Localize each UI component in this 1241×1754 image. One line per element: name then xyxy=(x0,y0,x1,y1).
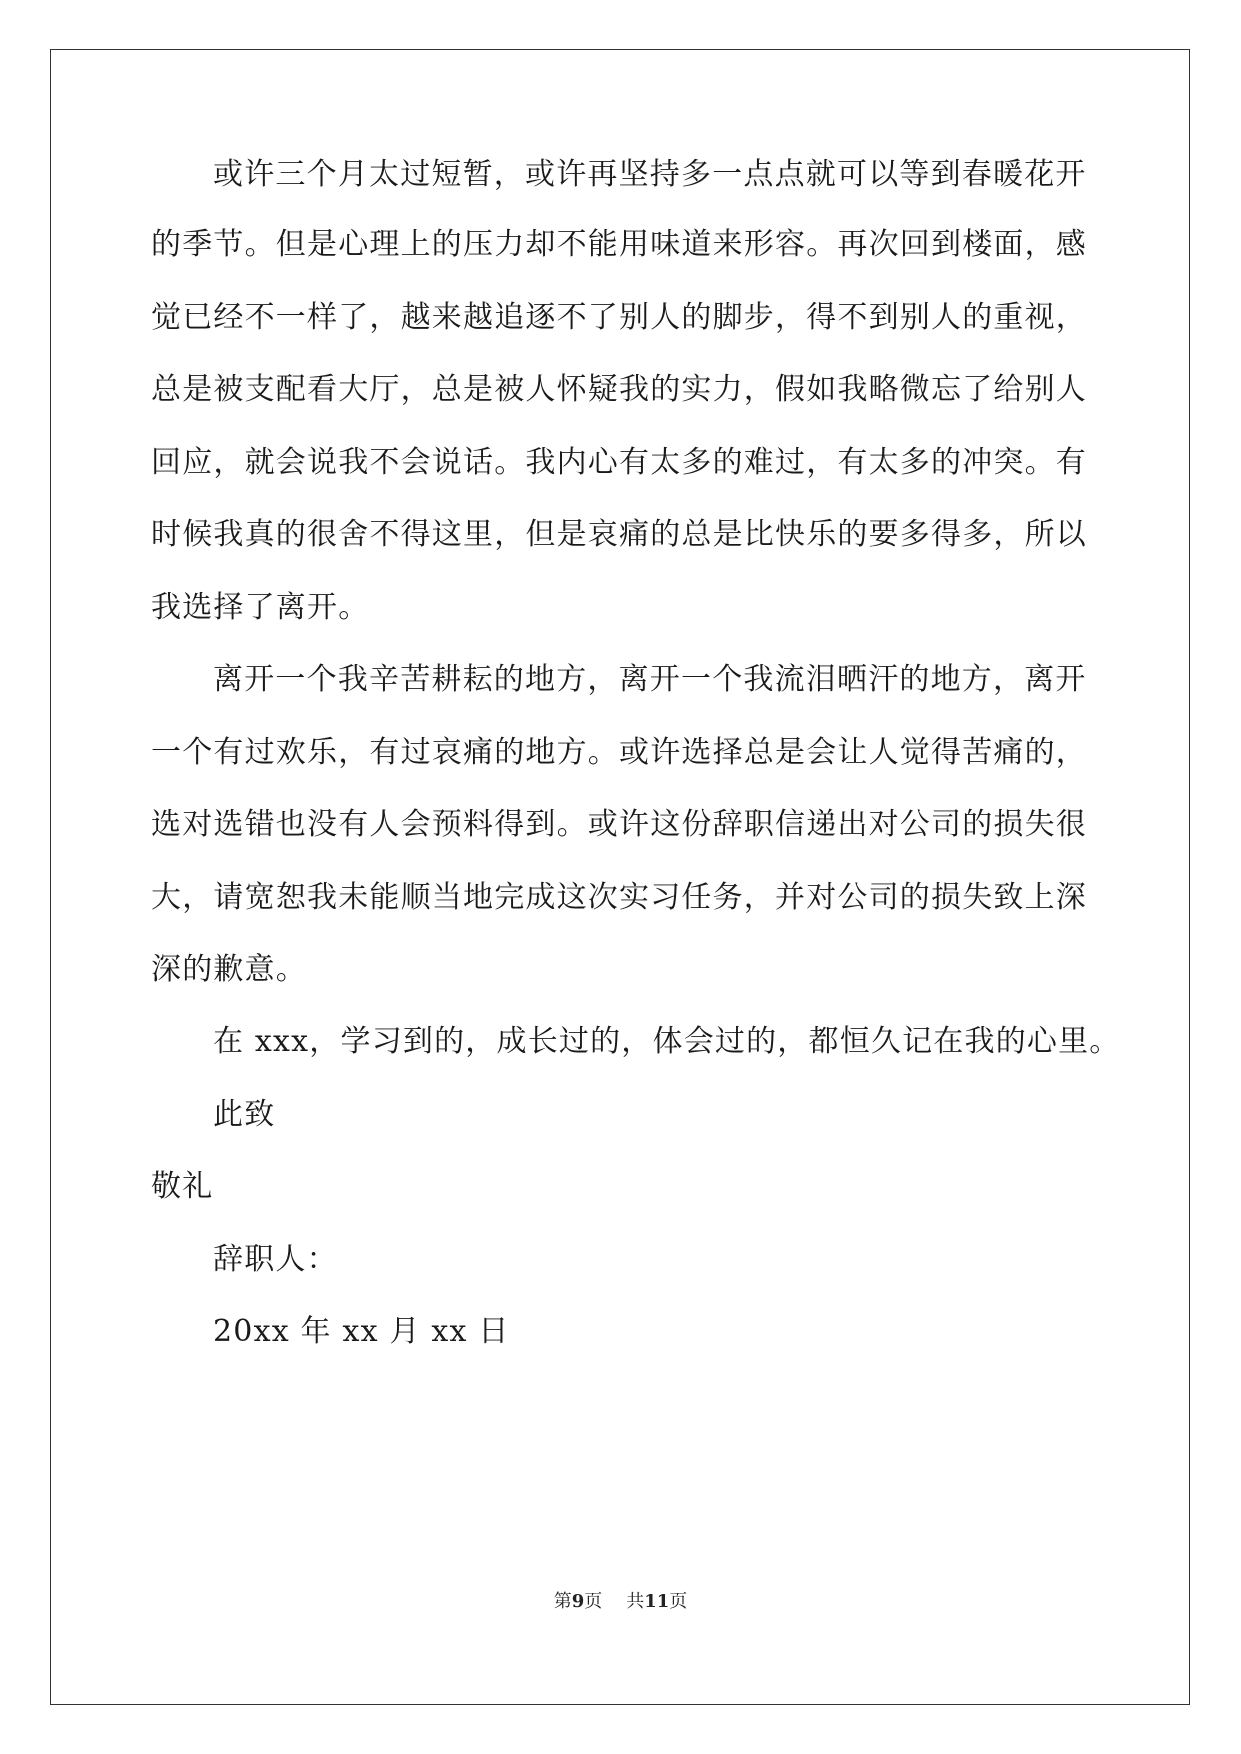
footer-total-prefix: 共 xyxy=(626,1591,645,1612)
paragraph-1-line-6: 时候我真的很舍不得这里，但是哀痛的总是比快乐的要多得多，所以 xyxy=(151,517,1087,552)
footer-prefix: 第 xyxy=(553,1591,572,1612)
footer-total-pages: 11 xyxy=(644,1591,670,1612)
paragraph-1-line-1: 或许三个月太过短暂，或许再坚持多一点点就可以等到春暖花开 xyxy=(213,157,1087,192)
footer-page-number: 9 xyxy=(571,1591,585,1612)
paragraph-2-line-5: 深的歉意。 xyxy=(151,952,307,987)
paragraph-2-line-4: 大，请宽恕我未能顺当地完成这次实习任务，并对公司的损失致上深 xyxy=(151,880,1087,915)
paragraph-2-line-2: 一个有过欢乐，有过哀痛的地方。或许选择总是会让人觉得苦痛的， xyxy=(151,735,1087,770)
paragraph-1-line-7: 我选择了离开。 xyxy=(151,590,370,625)
page-footer xyxy=(0,1590,1241,1614)
footer-page-suffix: 页 xyxy=(584,1591,603,1612)
paragraph-1-line-5: 回应，就会说我不会说话。我内心有太多的难过，有太多的冲突。有 xyxy=(151,445,1087,480)
paragraph-1-line-3: 觉已经不一样了，越来越追逐不了别人的脚步，得不到别人的重视， xyxy=(151,300,1087,335)
closing-text: 此致 xyxy=(213,1097,276,1132)
salutation-text: 敬礼 xyxy=(151,1169,214,1204)
paragraph-3: 在 xxx，学习到的，成长过的，体会过的，都恒久记在我的心里。 xyxy=(213,1024,1121,1059)
paragraph-1-line-4: 总是被支配看大厅，总是被人怀疑我的实力，假如我略微忘了给别人 xyxy=(151,372,1087,407)
paragraph-2-line-3: 选对选错也没有人会预料得到。或许这份辞职信递出对公司的损失很 xyxy=(151,807,1087,842)
date-line: 20xx 年 xx 月 xx 日 xyxy=(213,1314,510,1349)
footer-total-suffix: 页 xyxy=(669,1591,688,1612)
paragraph-1-line-2: 的季节。但是心理上的压力却不能用味道来形容。再次回到楼面，感 xyxy=(151,227,1087,262)
paragraph-2-line-1: 离开一个我辛苦耕耘的地方，离开一个我流泪晒汗的地方，离开 xyxy=(213,662,1087,697)
signature-label: 辞职人： xyxy=(213,1242,338,1277)
